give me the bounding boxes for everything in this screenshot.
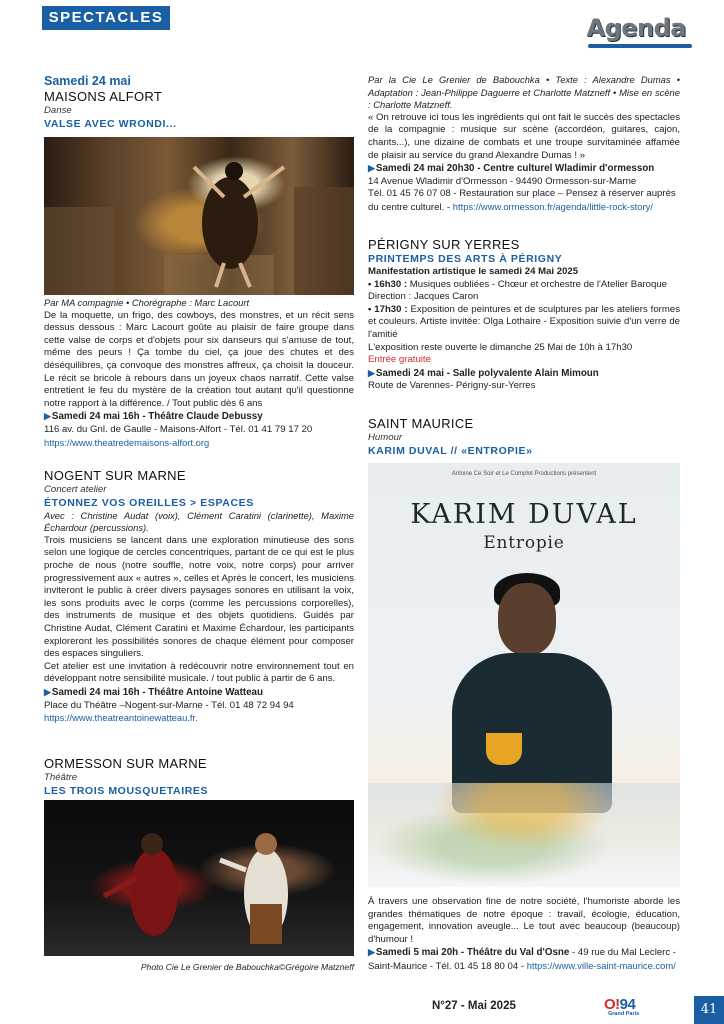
logo-part-b: 94	[619, 996, 636, 1013]
musketeers-photo	[44, 800, 354, 956]
issue-number: N°27 - Mai 2025	[432, 1000, 516, 1012]
dance-photo-illustration	[44, 137, 354, 295]
event-price: Entrée gratuite	[368, 354, 431, 366]
program-time: • 16h30 :	[368, 278, 408, 290]
event-city: NOGENT SUR MARNE	[44, 468, 186, 483]
event-saint-maurice-body	[368, 896, 680, 974]
section-tag: SPECTACLES	[42, 6, 170, 30]
event-address: Route de Varennes- Périgny-sur-Yerres	[368, 380, 536, 392]
event-saint-maurice-header	[368, 416, 680, 458]
event-credit: Par la Cie Le Grenier de Babouchka • Texte : Alexandre Dumas • Adaptation : Jean-Philippe Daguerre et Charlotte Matzneff • Mise en scène : Charlotte Matzneff.	[368, 74, 680, 111]
event-ormesson-body	[368, 74, 680, 215]
musketeers-photo-illustration	[44, 800, 354, 956]
poster-name: KARIM DUVAL	[410, 499, 638, 530]
poster-subtitle: Entropie	[483, 533, 565, 553]
event-datetime-venue: ▶ Samedi 5 mai 20h - Théâtre du Val d'Osne	[368, 947, 569, 958]
event-datetime-venue: ▶ Samedi 24 mai 16h - Théâtre Antoine Watteau	[44, 686, 354, 700]
program-text: Exposition de peintures et de sculptures par les ateliers formes et couleurs. Artiste invitée: Olga Lothaire - Exposition suivie d'un verre de l'amitié	[368, 303, 680, 340]
poster-water-splash	[368, 783, 680, 887]
program-text: Musiques oubliées - Chœur et orchestre de l'Atelier Baroque Direction : Jacques Caron	[368, 278, 668, 303]
event-datetime-venue: ▶ Samedi 24 mai 16h - Théâtre Claude Debussy	[44, 410, 354, 424]
event-title: VALSE AVEC WRONDI...	[44, 117, 177, 130]
event-link[interactable]: https://www.theatreantoinewatteau.fr.	[44, 712, 198, 724]
logo-part-a: O!	[604, 996, 620, 1013]
event-city: PÉRIGNY SUR YERRES	[368, 237, 520, 252]
event-genre: Concert atelier	[44, 484, 107, 495]
event-title: PRINTEMPS DES ARTS À PÉRIGNY	[368, 253, 563, 265]
event-tel: Tél. 01 45 76 07 08 - Restauration sur place – Pensez à réserver auprès du centre culturel. -	[368, 188, 676, 213]
event-description: À travers une observation fine de notre société, l'humoriste aborde les grandes thématiques de notre époque : travail, écologie, éducation, engagement, innovation aveugle... Le tout avec beaucoup (beaucoup) d'humour !	[368, 896, 680, 945]
event-credit: Avec : Christine Audat (voix), Clément Caratini (clarinette), Maxime Échardour (percussions).	[44, 509, 354, 534]
event-title: LES TROIS MOUSQUETAIRES	[44, 784, 209, 797]
agenda-logo: Agenda	[586, 14, 686, 42]
event-datetime-venue: ▶ Samedi 24 mai - Salle polyvalente Alain Mimoun	[368, 367, 680, 381]
event-genre: Théâtre	[44, 772, 78, 783]
event-address: 14 Avenue Wladimir d'Ormesson - 94490 Ormesson-sur-Marne	[368, 175, 637, 187]
event-ormesson-header	[44, 756, 354, 798]
event-maisons-alfort-body	[44, 297, 354, 449]
agenda-logo-swoosh	[588, 44, 692, 48]
event-program-item-2	[368, 304, 680, 342]
event-link[interactable]: https://www.ormesson.fr/agenda/little-rock-story/	[452, 200, 653, 212]
event-opening-hours: L'exposition reste ouverte le dimanche 25 Mai de 10h à 17h30	[368, 341, 633, 353]
event-date: Samedi 24 mai	[44, 74, 131, 88]
karim-duval-poster	[368, 463, 680, 887]
event-description: Trois musiciens se lancent dans une exploration minutieuse des sons selon une logique de cercles concentriques, partant de ce qui est le plus proche de nous (notre souffle, notre voix, notre corps) pour arriver progressivement aux « autres », celles et Après le concert, les musiciens inviteront le public à créer divers paysages sonores en utilisant la voix, les sons produits avec le corps (comme les percussions corporelles), des instruments de musique et des objets quotidiens. Guidés par Christine Audat, Clément Caratini et Maxime Échardour, les participants exploreront les possibilités sonores de chaque élément pour composer des espaces singuliers.	[44, 534, 354, 660]
program-time: • 17h30 :	[368, 303, 408, 315]
dance-photo	[44, 137, 354, 295]
event-credit: Par MA compagnie • Chorégraphe : Marc Lacourt	[44, 297, 250, 308]
event-address: 116 av. du Gnl. de Gaulle - Maisons-Alfort - Tél. 01 41 79 17 20	[44, 423, 313, 435]
event-link[interactable]: https://www.theatredemaisons-alfort.org	[44, 436, 210, 448]
event-description: De la moquette, un frigo, des cowboys, des monstres, et un récit sens dessus dessous : Marc Lacourt goûte au plaisir de faire groupe dans cette valse de corps et d'objets pour six danseurs qui s'amuse de tout, même des peurs ! Ça tombe du ciel, ça joue des chutes et des déséquilibres, ça convoque des monstres affreux, ça choisit la douceur. Le récit se bricole à rebours dans un joyeux chaos narratif. Cette valse entretient le feu du mystère de la création tout autant qu'il questionne notre rapport à la différence. / Tout public dès 6 ans	[44, 309, 354, 409]
event-title: ÉTONNEZ VOS OREILLES > ESPACES	[44, 496, 254, 509]
event-maisons-alfort-header	[44, 74, 354, 131]
poster-presenters: Antoine Ce Soir et Le Complot Productions présentent	[451, 471, 597, 477]
event-city: ORMESSON SUR MARNE	[44, 756, 207, 771]
event-description-2: Cet atelier est une invitation à redécouvrir notre environnement tout en développant notre sensibilité musicale. / tout public à partir de 6 ans.	[44, 660, 354, 685]
event-perigny	[368, 237, 680, 393]
poster-figure-head	[498, 583, 556, 655]
event-address: - 49 rue du Mal Leclerc - Saint-Maurice - Tél. 01 45 18 80 04 -	[368, 947, 677, 972]
event-title: KARIM DUVAL // «ENTROPIE»	[368, 444, 533, 457]
event-genre: Humour	[368, 432, 403, 443]
poster-cup	[486, 733, 522, 765]
event-link[interactable]: https://www.ville-saint-maurice.com/	[526, 959, 676, 971]
event-contact	[368, 188, 680, 214]
event-subtitle: Manifestation artistique le samedi 24 Mai 2025	[368, 266, 579, 277]
event-description: « On retrouve ici tous les ingrédients qui ont fait le succès des spectacles de la compagnie : musique sur scène (accordéon, guitares, cajon, chants...), une dizaine de combats et une troupe survitaminée affamée de plaisir au service du grand Alexandre Dumas ! »	[368, 111, 680, 161]
page-number: 41	[694, 996, 724, 1024]
event-city: MAISONS ALFORT	[44, 89, 163, 104]
event-address: Place du Théâtre –Nogent-sur-Marne - Tél. 01 48 72 94 94	[44, 699, 294, 711]
event-datetime-venue-line	[368, 946, 680, 973]
event-genre: Danse	[44, 105, 72, 116]
photo-caption: Photo Cie Le Grenier de Babouchka©Grégoire Matzneff	[140, 962, 354, 972]
event-program-item-1	[368, 279, 680, 304]
event-city: SAINT MAURICE	[368, 416, 474, 431]
magazine-logo-sub: Grand Paris	[608, 1011, 640, 1017]
event-datetime-venue: ▶ Samedi 24 mai 20h30 - Centre culturel Wladimir d'ormesson	[368, 162, 680, 176]
event-nogent	[44, 468, 354, 725]
